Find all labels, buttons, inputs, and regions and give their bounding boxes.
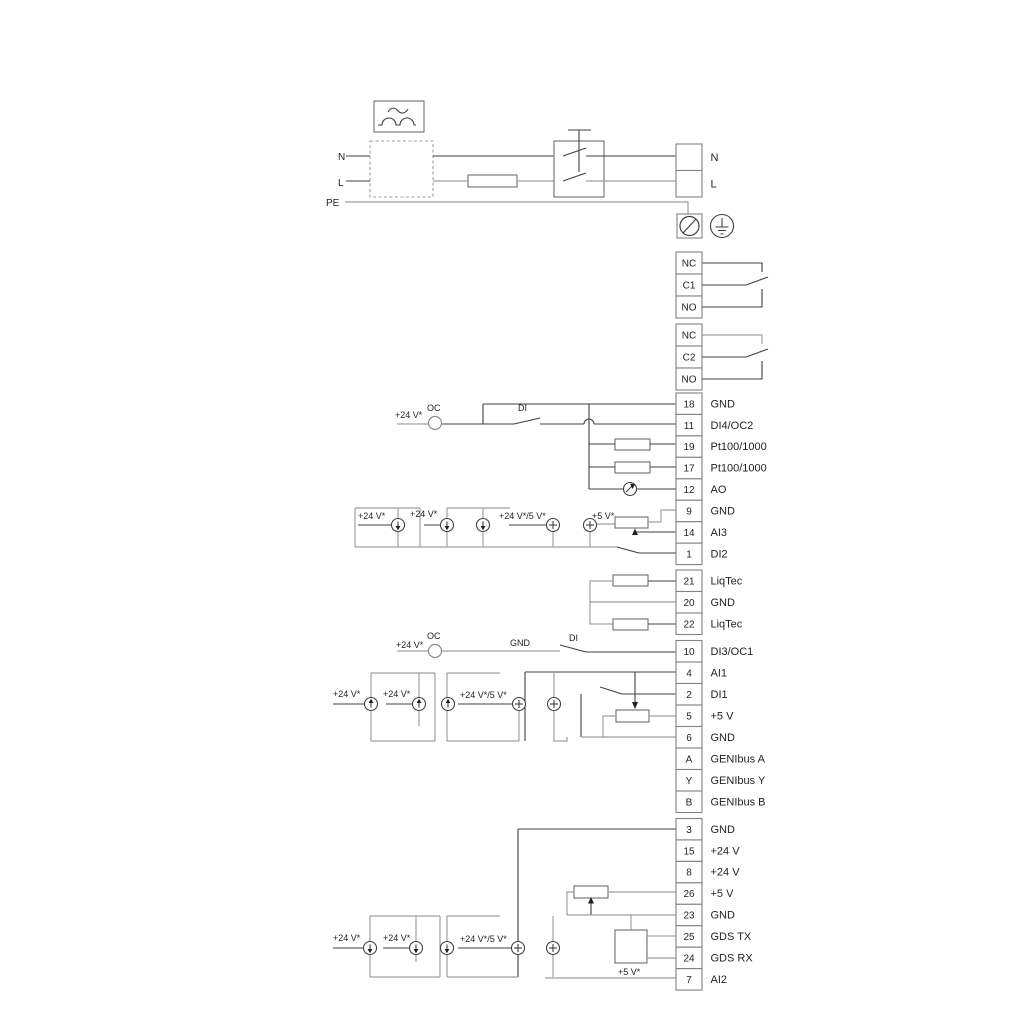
wire-label: +24 V* — [358, 511, 386, 521]
wire-label: +24 V* — [395, 410, 423, 420]
current-source-icon — [413, 698, 426, 711]
terminal-number: 12 — [683, 485, 695, 497]
wire-label: L — [338, 178, 344, 189]
current-source-icon — [410, 942, 423, 955]
terminal-cell-mains-terminal-1 — [676, 171, 702, 198]
current-source-icon — [392, 519, 405, 532]
supply-symbol-box — [374, 101, 424, 132]
voltage-source-icon — [512, 942, 525, 955]
terminal-number: 23 — [683, 910, 695, 922]
terminal-number: 4 — [686, 668, 692, 680]
di2-switch-blade — [617, 547, 639, 553]
fuse-icon — [468, 175, 517, 187]
terminal-number: 6 — [686, 732, 692, 744]
wire-label: +5 V* — [592, 511, 615, 521]
relay2-blade — [746, 349, 768, 357]
terminal-number: 17 — [683, 463, 695, 475]
pt100-resistor-icon — [615, 462, 650, 473]
terminal-number: 22 — [683, 619, 695, 631]
terminal-label: GDS RX — [710, 952, 753, 965]
pt100-resistor-icon — [615, 439, 650, 450]
wire-label: +24 V* — [383, 689, 411, 699]
current-source-icon — [441, 942, 454, 955]
wire-label: +5 V* — [618, 967, 641, 977]
terminal-number: 26 — [683, 889, 695, 901]
terminal-number: 20 — [683, 597, 695, 609]
potentiometer-icon — [574, 886, 608, 898]
wire-label: OC — [427, 403, 441, 413]
gds-module-box — [615, 930, 647, 963]
terminal-label: GND — [710, 398, 735, 411]
terminal-label: +24 V — [710, 866, 740, 879]
wire-label: +24 V*/5 V* — [460, 934, 507, 944]
current-source-icon — [364, 942, 377, 955]
terminal-label: AI2 — [710, 973, 728, 986]
wire-label: N — [338, 152, 346, 163]
wire-label: +24 V* — [410, 509, 438, 519]
terminal-number: 9 — [686, 506, 692, 518]
terminal-number: 14 — [683, 528, 695, 540]
terminal-label: +24 V — [710, 845, 740, 858]
current-source-icon — [365, 698, 378, 711]
terminal-label: GENIbus Y — [710, 774, 766, 787]
voltage-source-icon — [547, 942, 560, 955]
liqtec-sensor-icon — [613, 575, 648, 586]
terminal-label: Pt100/1000 — [710, 462, 767, 475]
wire-label: +24 V*/5 V* — [460, 690, 507, 700]
terminal-number: A — [685, 754, 693, 766]
di-switch-blade — [560, 645, 586, 652]
terminal-number: 3 — [686, 824, 692, 836]
wire-label: OC — [427, 631, 441, 641]
terminal-label: DI2 — [710, 548, 728, 561]
terminal-number: 1 — [686, 549, 692, 561]
terminal-number: Y — [685, 775, 693, 787]
terminal-label: Pt100/1000 — [710, 441, 767, 454]
terminal-label: GND — [710, 823, 735, 836]
di-switch-blade — [514, 418, 540, 424]
voltage-source-icon — [548, 698, 561, 711]
wire-label: GND — [510, 638, 530, 648]
wire-label: +24 V* — [333, 689, 361, 699]
source-motif-2 — [333, 673, 567, 741]
terminal-label: DI1 — [710, 688, 728, 701]
di1-switch-blade — [600, 687, 622, 694]
terminal-number: 21 — [683, 576, 695, 588]
voltage-source-icon — [547, 519, 560, 532]
io-a-wiring — [397, 404, 676, 496]
terminal-label: +5 V — [710, 888, 734, 901]
wire-label: +24 V* — [383, 933, 411, 943]
mains-section — [345, 101, 734, 238]
terminal-number: NO — [681, 302, 697, 314]
terminal-number: C1 — [682, 280, 696, 292]
terminal-label: GDS TX — [710, 931, 752, 944]
terminal-label: GENIbus A — [710, 753, 765, 766]
wire-label: +24 V* — [333, 933, 361, 943]
terminal-label: DI4/OC2 — [710, 419, 754, 432]
liqtec-sensor-icon — [613, 619, 648, 630]
wire-label: PE — [326, 198, 340, 209]
relay1-blade — [746, 277, 768, 285]
terminal-number: 18 — [683, 399, 695, 411]
terminal-label: AO — [710, 484, 727, 497]
terminal-number: 2 — [686, 689, 692, 701]
terminal-cell-mains-terminal-0 — [676, 144, 702, 171]
liqtec-wiring — [590, 575, 676, 630]
relay-wiring — [702, 263, 768, 379]
current-source-icon — [441, 519, 454, 532]
terminal-number: 8 — [686, 867, 692, 879]
terminal-label: AI1 — [710, 667, 728, 680]
terminal-label: +5 V — [710, 710, 734, 723]
terminal-label: DI3/OC1 — [710, 645, 754, 658]
terminal-label: GND — [710, 596, 735, 609]
labels-layer — [326, 152, 641, 977]
terminal-label: AI3 — [710, 527, 728, 540]
wire-label: DI — [569, 633, 578, 643]
terminal-label: GENIbus B — [710, 796, 766, 809]
terminal-number: C2 — [682, 352, 696, 364]
terminal-number: B — [685, 797, 693, 809]
source-motif-3 — [333, 916, 560, 977]
io-c-wiring — [518, 829, 676, 978]
earth-icon — [711, 215, 734, 238]
potentiometer-icon — [616, 710, 649, 722]
oc-output-icon — [429, 645, 442, 658]
current-source-icon — [442, 698, 455, 711]
terminal-label: GND — [710, 505, 735, 518]
terminal-number: NC — [681, 330, 697, 342]
terminal-label: L — [710, 178, 717, 191]
wire-label: +24 V* — [396, 640, 424, 650]
wire-label: DI — [518, 403, 527, 413]
terminal-number: 5 — [686, 711, 692, 723]
terminal-number: 19 — [683, 442, 695, 454]
oc-output-icon — [429, 417, 442, 430]
current-source-icon — [477, 519, 490, 532]
terminal-number: 15 — [683, 846, 695, 858]
terminal-number: 11 — [683, 420, 695, 432]
terminal-number: 24 — [683, 953, 695, 965]
terminal-label: N — [710, 151, 719, 164]
terminal-number: NC — [681, 258, 697, 270]
terminal-number: 7 — [686, 974, 692, 986]
potentiometer-icon — [615, 517, 648, 528]
drive-dashed-box — [370, 141, 433, 197]
io-b-wiring — [397, 645, 676, 742]
terminal-label: LiqTec — [710, 575, 743, 588]
terminal-number: 25 — [683, 932, 695, 944]
voltage-source-icon — [513, 698, 526, 711]
terminal-number: NO — [681, 374, 697, 386]
terminal-label: GND — [710, 909, 735, 922]
terminal-label: GND — [710, 731, 735, 744]
wire-label: +24 V*/5 V* — [499, 511, 546, 521]
terminals-layer — [676, 144, 767, 990]
terminal-number: 10 — [683, 646, 695, 658]
terminal-label: LiqTec — [710, 618, 743, 631]
